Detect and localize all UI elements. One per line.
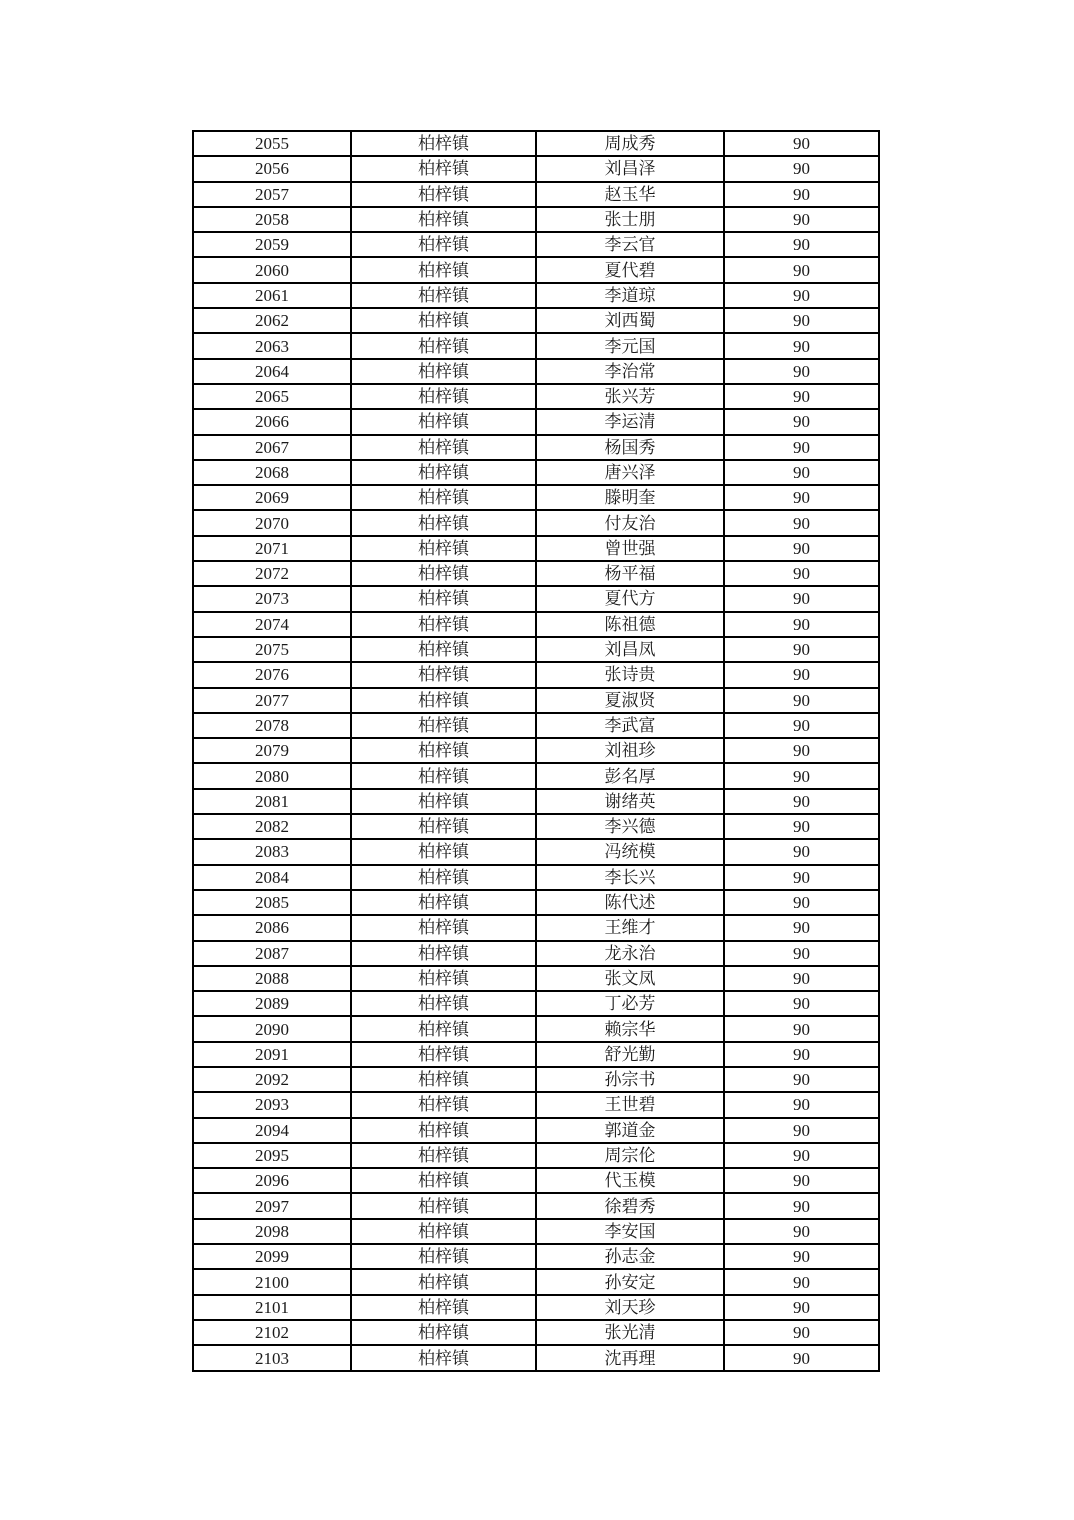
table-row bbox=[193, 308, 879, 333]
cell-name: 李兴德 bbox=[536, 814, 724, 839]
cell-name: 丁必芳 bbox=[536, 991, 724, 1016]
cell-town: 柏梓镇 bbox=[351, 384, 536, 409]
table-row bbox=[193, 688, 879, 713]
cell-name: 孙宗书 bbox=[536, 1067, 724, 1092]
table-row bbox=[193, 738, 879, 763]
cell-town: 柏梓镇 bbox=[351, 1295, 536, 1320]
cell-score: 90 bbox=[724, 839, 879, 864]
cell-score: 90 bbox=[724, 333, 879, 358]
cell-score: 90 bbox=[724, 1219, 879, 1244]
cell-name: 赖宗华 bbox=[536, 1016, 724, 1041]
cell-name: 付友治 bbox=[536, 510, 724, 535]
cell-serial: 2062 bbox=[193, 308, 351, 333]
cell-town: 柏梓镇 bbox=[351, 333, 536, 358]
cell-name: 张兴芳 bbox=[536, 384, 724, 409]
cell-town: 柏梓镇 bbox=[351, 890, 536, 915]
cell-town: 柏梓镇 bbox=[351, 1143, 536, 1168]
table-row bbox=[193, 915, 879, 940]
cell-serial: 2073 bbox=[193, 586, 351, 611]
cell-town: 柏梓镇 bbox=[351, 1042, 536, 1067]
cell-name: 李治常 bbox=[536, 359, 724, 384]
table-row bbox=[193, 637, 879, 662]
cell-name: 李云官 bbox=[536, 232, 724, 257]
table-row bbox=[193, 207, 879, 232]
cell-score: 90 bbox=[724, 1168, 879, 1193]
cell-town: 柏梓镇 bbox=[351, 156, 536, 181]
cell-name: 李运清 bbox=[536, 409, 724, 434]
cell-serial: 2082 bbox=[193, 814, 351, 839]
cell-serial: 2067 bbox=[193, 435, 351, 460]
cell-town: 柏梓镇 bbox=[351, 308, 536, 333]
cell-score: 90 bbox=[724, 637, 879, 662]
cell-score: 90 bbox=[724, 1295, 879, 1320]
cell-score: 90 bbox=[724, 688, 879, 713]
cell-score: 90 bbox=[724, 1320, 879, 1345]
cell-score: 90 bbox=[724, 1092, 879, 1117]
cell-name: 李元国 bbox=[536, 333, 724, 358]
cell-name: 李武富 bbox=[536, 713, 724, 738]
cell-serial: 2093 bbox=[193, 1092, 351, 1117]
cell-serial: 2094 bbox=[193, 1118, 351, 1143]
cell-score: 90 bbox=[724, 1143, 879, 1168]
cell-serial: 2103 bbox=[193, 1345, 351, 1371]
cell-name: 沈再理 bbox=[536, 1345, 724, 1371]
cell-serial: 2083 bbox=[193, 839, 351, 864]
cell-score: 90 bbox=[724, 586, 879, 611]
cell-score: 90 bbox=[724, 1118, 879, 1143]
cell-name: 孙志金 bbox=[536, 1244, 724, 1269]
cell-town: 柏梓镇 bbox=[351, 915, 536, 940]
cell-score: 90 bbox=[724, 612, 879, 637]
table-row bbox=[193, 510, 879, 535]
table-row bbox=[193, 612, 879, 637]
cell-name: 刘西蜀 bbox=[536, 308, 724, 333]
cell-score: 90 bbox=[724, 485, 879, 510]
cell-town: 柏梓镇 bbox=[351, 1320, 536, 1345]
cell-serial: 2087 bbox=[193, 941, 351, 966]
cell-name: 王世碧 bbox=[536, 1092, 724, 1117]
cell-town: 柏梓镇 bbox=[351, 207, 536, 232]
cell-name: 龙永治 bbox=[536, 941, 724, 966]
cell-serial: 2091 bbox=[193, 1042, 351, 1067]
cell-name: 舒光勤 bbox=[536, 1042, 724, 1067]
cell-score: 90 bbox=[724, 966, 879, 991]
table-row bbox=[193, 713, 879, 738]
cell-town: 柏梓镇 bbox=[351, 763, 536, 788]
cell-serial: 2064 bbox=[193, 359, 351, 384]
table-row bbox=[193, 485, 879, 510]
cell-serial: 2075 bbox=[193, 637, 351, 662]
table-row bbox=[193, 1244, 879, 1269]
cell-score: 90 bbox=[724, 1042, 879, 1067]
cell-town: 柏梓镇 bbox=[351, 839, 536, 864]
cell-town: 柏梓镇 bbox=[351, 738, 536, 763]
cell-serial: 2095 bbox=[193, 1143, 351, 1168]
cell-serial: 2101 bbox=[193, 1295, 351, 1320]
cell-serial: 2102 bbox=[193, 1320, 351, 1345]
table-row bbox=[193, 1118, 879, 1143]
cell-serial: 2056 bbox=[193, 156, 351, 181]
cell-serial: 2061 bbox=[193, 283, 351, 308]
cell-score: 90 bbox=[724, 865, 879, 890]
cell-serial: 2055 bbox=[193, 131, 351, 156]
cell-town: 柏梓镇 bbox=[351, 586, 536, 611]
cell-town: 柏梓镇 bbox=[351, 536, 536, 561]
cell-serial: 2070 bbox=[193, 510, 351, 535]
cell-name: 张诗贵 bbox=[536, 662, 724, 687]
table-row bbox=[193, 1320, 879, 1345]
cell-serial: 2100 bbox=[193, 1269, 351, 1294]
cell-town: 柏梓镇 bbox=[351, 814, 536, 839]
cell-serial: 2081 bbox=[193, 789, 351, 814]
table-row bbox=[193, 1193, 879, 1218]
cell-name: 陈祖德 bbox=[536, 612, 724, 637]
cell-town: 柏梓镇 bbox=[351, 283, 536, 308]
table-row bbox=[193, 662, 879, 687]
cell-score: 90 bbox=[724, 359, 879, 384]
cell-serial: 2072 bbox=[193, 561, 351, 586]
cell-score: 90 bbox=[724, 232, 879, 257]
cell-serial: 2066 bbox=[193, 409, 351, 434]
cell-serial: 2090 bbox=[193, 1016, 351, 1041]
cell-town: 柏梓镇 bbox=[351, 1067, 536, 1092]
cell-town: 柏梓镇 bbox=[351, 182, 536, 207]
cell-name: 杨国秀 bbox=[536, 435, 724, 460]
table-row bbox=[193, 966, 879, 991]
cell-town: 柏梓镇 bbox=[351, 865, 536, 890]
cell-town: 柏梓镇 bbox=[351, 1092, 536, 1117]
cell-score: 90 bbox=[724, 1067, 879, 1092]
cell-name: 周成秀 bbox=[536, 131, 724, 156]
cell-town: 柏梓镇 bbox=[351, 460, 536, 485]
cell-score: 90 bbox=[724, 1244, 879, 1269]
cell-score: 90 bbox=[724, 1345, 879, 1371]
table-row bbox=[193, 131, 879, 156]
table-row bbox=[193, 1269, 879, 1294]
cell-name: 刘祖珍 bbox=[536, 738, 724, 763]
cell-town: 柏梓镇 bbox=[351, 1345, 536, 1371]
cell-score: 90 bbox=[724, 131, 879, 156]
cell-serial: 2069 bbox=[193, 485, 351, 510]
cell-name: 彭名厚 bbox=[536, 763, 724, 788]
cell-name: 李长兴 bbox=[536, 865, 724, 890]
cell-score: 90 bbox=[724, 435, 879, 460]
cell-serial: 2096 bbox=[193, 1168, 351, 1193]
cell-town: 柏梓镇 bbox=[351, 131, 536, 156]
cell-name: 李道琼 bbox=[536, 283, 724, 308]
table-row bbox=[193, 763, 879, 788]
cell-town: 柏梓镇 bbox=[351, 1244, 536, 1269]
cell-town: 柏梓镇 bbox=[351, 1219, 536, 1244]
table-row bbox=[193, 814, 879, 839]
cell-name: 滕明奎 bbox=[536, 485, 724, 510]
cell-town: 柏梓镇 bbox=[351, 561, 536, 586]
cell-name: 徐碧秀 bbox=[536, 1193, 724, 1218]
cell-score: 90 bbox=[724, 283, 879, 308]
cell-serial: 2092 bbox=[193, 1067, 351, 1092]
cell-score: 90 bbox=[724, 561, 879, 586]
table-row bbox=[193, 561, 879, 586]
cell-town: 柏梓镇 bbox=[351, 435, 536, 460]
table-row bbox=[193, 359, 879, 384]
cell-serial: 2086 bbox=[193, 915, 351, 940]
table-row bbox=[193, 586, 879, 611]
cell-score: 90 bbox=[724, 1193, 879, 1218]
roster-table-body bbox=[193, 131, 879, 1371]
cell-serial: 2080 bbox=[193, 763, 351, 788]
cell-score: 90 bbox=[724, 156, 879, 181]
table-row bbox=[193, 333, 879, 358]
cell-town: 柏梓镇 bbox=[351, 510, 536, 535]
cell-score: 90 bbox=[724, 890, 879, 915]
cell-name: 张士朋 bbox=[536, 207, 724, 232]
cell-town: 柏梓镇 bbox=[351, 789, 536, 814]
table-row bbox=[193, 1295, 879, 1320]
cell-town: 柏梓镇 bbox=[351, 713, 536, 738]
cell-serial: 2079 bbox=[193, 738, 351, 763]
cell-score: 90 bbox=[724, 662, 879, 687]
table-row bbox=[193, 156, 879, 181]
roster-table bbox=[192, 130, 880, 1372]
cell-serial: 2098 bbox=[193, 1219, 351, 1244]
cell-score: 90 bbox=[724, 738, 879, 763]
cell-serial: 2057 bbox=[193, 182, 351, 207]
cell-score: 90 bbox=[724, 991, 879, 1016]
cell-score: 90 bbox=[724, 713, 879, 738]
cell-name: 夏代方 bbox=[536, 586, 724, 611]
table-row bbox=[193, 232, 879, 257]
table-row bbox=[193, 941, 879, 966]
cell-town: 柏梓镇 bbox=[351, 1193, 536, 1218]
table-row bbox=[193, 182, 879, 207]
cell-name: 刘昌泽 bbox=[536, 156, 724, 181]
cell-town: 柏梓镇 bbox=[351, 1168, 536, 1193]
table-row bbox=[193, 991, 879, 1016]
table-row bbox=[193, 1219, 879, 1244]
cell-score: 90 bbox=[724, 814, 879, 839]
cell-name: 李安国 bbox=[536, 1219, 724, 1244]
cell-town: 柏梓镇 bbox=[351, 991, 536, 1016]
cell-serial: 2059 bbox=[193, 232, 351, 257]
cell-score: 90 bbox=[724, 941, 879, 966]
cell-serial: 2088 bbox=[193, 966, 351, 991]
table-row bbox=[193, 536, 879, 561]
table-row bbox=[193, 384, 879, 409]
cell-town: 柏梓镇 bbox=[351, 232, 536, 257]
cell-serial: 2065 bbox=[193, 384, 351, 409]
cell-score: 90 bbox=[724, 384, 879, 409]
cell-name: 刘天珍 bbox=[536, 1295, 724, 1320]
cell-name: 冯统模 bbox=[536, 839, 724, 864]
cell-score: 90 bbox=[724, 409, 879, 434]
cell-score: 90 bbox=[724, 1269, 879, 1294]
cell-score: 90 bbox=[724, 460, 879, 485]
cell-name: 谢绪英 bbox=[536, 789, 724, 814]
cell-serial: 2068 bbox=[193, 460, 351, 485]
cell-town: 柏梓镇 bbox=[351, 359, 536, 384]
cell-serial: 2071 bbox=[193, 536, 351, 561]
cell-score: 90 bbox=[724, 510, 879, 535]
cell-name: 张光清 bbox=[536, 1320, 724, 1345]
cell-name: 郭道金 bbox=[536, 1118, 724, 1143]
cell-town: 柏梓镇 bbox=[351, 637, 536, 662]
cell-town: 柏梓镇 bbox=[351, 409, 536, 434]
cell-score: 90 bbox=[724, 1016, 879, 1041]
table-row bbox=[193, 1016, 879, 1041]
table-row bbox=[193, 1168, 879, 1193]
cell-serial: 2099 bbox=[193, 1244, 351, 1269]
table-row bbox=[193, 865, 879, 890]
cell-serial: 2097 bbox=[193, 1193, 351, 1218]
cell-serial: 2058 bbox=[193, 207, 351, 232]
cell-score: 90 bbox=[724, 789, 879, 814]
cell-score: 90 bbox=[724, 308, 879, 333]
cell-name: 唐兴泽 bbox=[536, 460, 724, 485]
cell-name: 夏淑贤 bbox=[536, 688, 724, 713]
table-row bbox=[193, 283, 879, 308]
table-row bbox=[193, 1042, 879, 1067]
cell-town: 柏梓镇 bbox=[351, 1269, 536, 1294]
cell-score: 90 bbox=[724, 207, 879, 232]
cell-name: 王维才 bbox=[536, 915, 724, 940]
table-row bbox=[193, 1092, 879, 1117]
cell-name: 孙安定 bbox=[536, 1269, 724, 1294]
table-row bbox=[193, 789, 879, 814]
cell-serial: 2089 bbox=[193, 991, 351, 1016]
table-row bbox=[193, 1067, 879, 1092]
table-row bbox=[193, 409, 879, 434]
cell-serial: 2063 bbox=[193, 333, 351, 358]
cell-name: 杨平福 bbox=[536, 561, 724, 586]
cell-town: 柏梓镇 bbox=[351, 1016, 536, 1041]
cell-serial: 2077 bbox=[193, 688, 351, 713]
table-row bbox=[193, 839, 879, 864]
cell-score: 90 bbox=[724, 257, 879, 282]
table-row bbox=[193, 1345, 879, 1371]
table-row bbox=[193, 435, 879, 460]
cell-serial: 2084 bbox=[193, 865, 351, 890]
cell-town: 柏梓镇 bbox=[351, 257, 536, 282]
cell-score: 90 bbox=[724, 536, 879, 561]
cell-name: 陈代述 bbox=[536, 890, 724, 915]
cell-town: 柏梓镇 bbox=[351, 966, 536, 991]
cell-town: 柏梓镇 bbox=[351, 662, 536, 687]
cell-name: 刘昌凤 bbox=[536, 637, 724, 662]
cell-name: 夏代碧 bbox=[536, 257, 724, 282]
cell-serial: 2078 bbox=[193, 713, 351, 738]
cell-name: 曾世强 bbox=[536, 536, 724, 561]
cell-town: 柏梓镇 bbox=[351, 941, 536, 966]
cell-town: 柏梓镇 bbox=[351, 485, 536, 510]
cell-name: 张文凤 bbox=[536, 966, 724, 991]
cell-score: 90 bbox=[724, 915, 879, 940]
cell-town: 柏梓镇 bbox=[351, 1118, 536, 1143]
cell-serial: 2074 bbox=[193, 612, 351, 637]
cell-town: 柏梓镇 bbox=[351, 612, 536, 637]
cell-name: 赵玉华 bbox=[536, 182, 724, 207]
table-row bbox=[193, 1143, 879, 1168]
cell-name: 周宗伦 bbox=[536, 1143, 724, 1168]
cell-town: 柏梓镇 bbox=[351, 688, 536, 713]
cell-serial: 2076 bbox=[193, 662, 351, 687]
table-row bbox=[193, 460, 879, 485]
cell-serial: 2085 bbox=[193, 890, 351, 915]
cell-serial: 2060 bbox=[193, 257, 351, 282]
cell-score: 90 bbox=[724, 182, 879, 207]
cell-score: 90 bbox=[724, 763, 879, 788]
table-row bbox=[193, 257, 879, 282]
cell-name: 代玉模 bbox=[536, 1168, 724, 1193]
table-row bbox=[193, 890, 879, 915]
